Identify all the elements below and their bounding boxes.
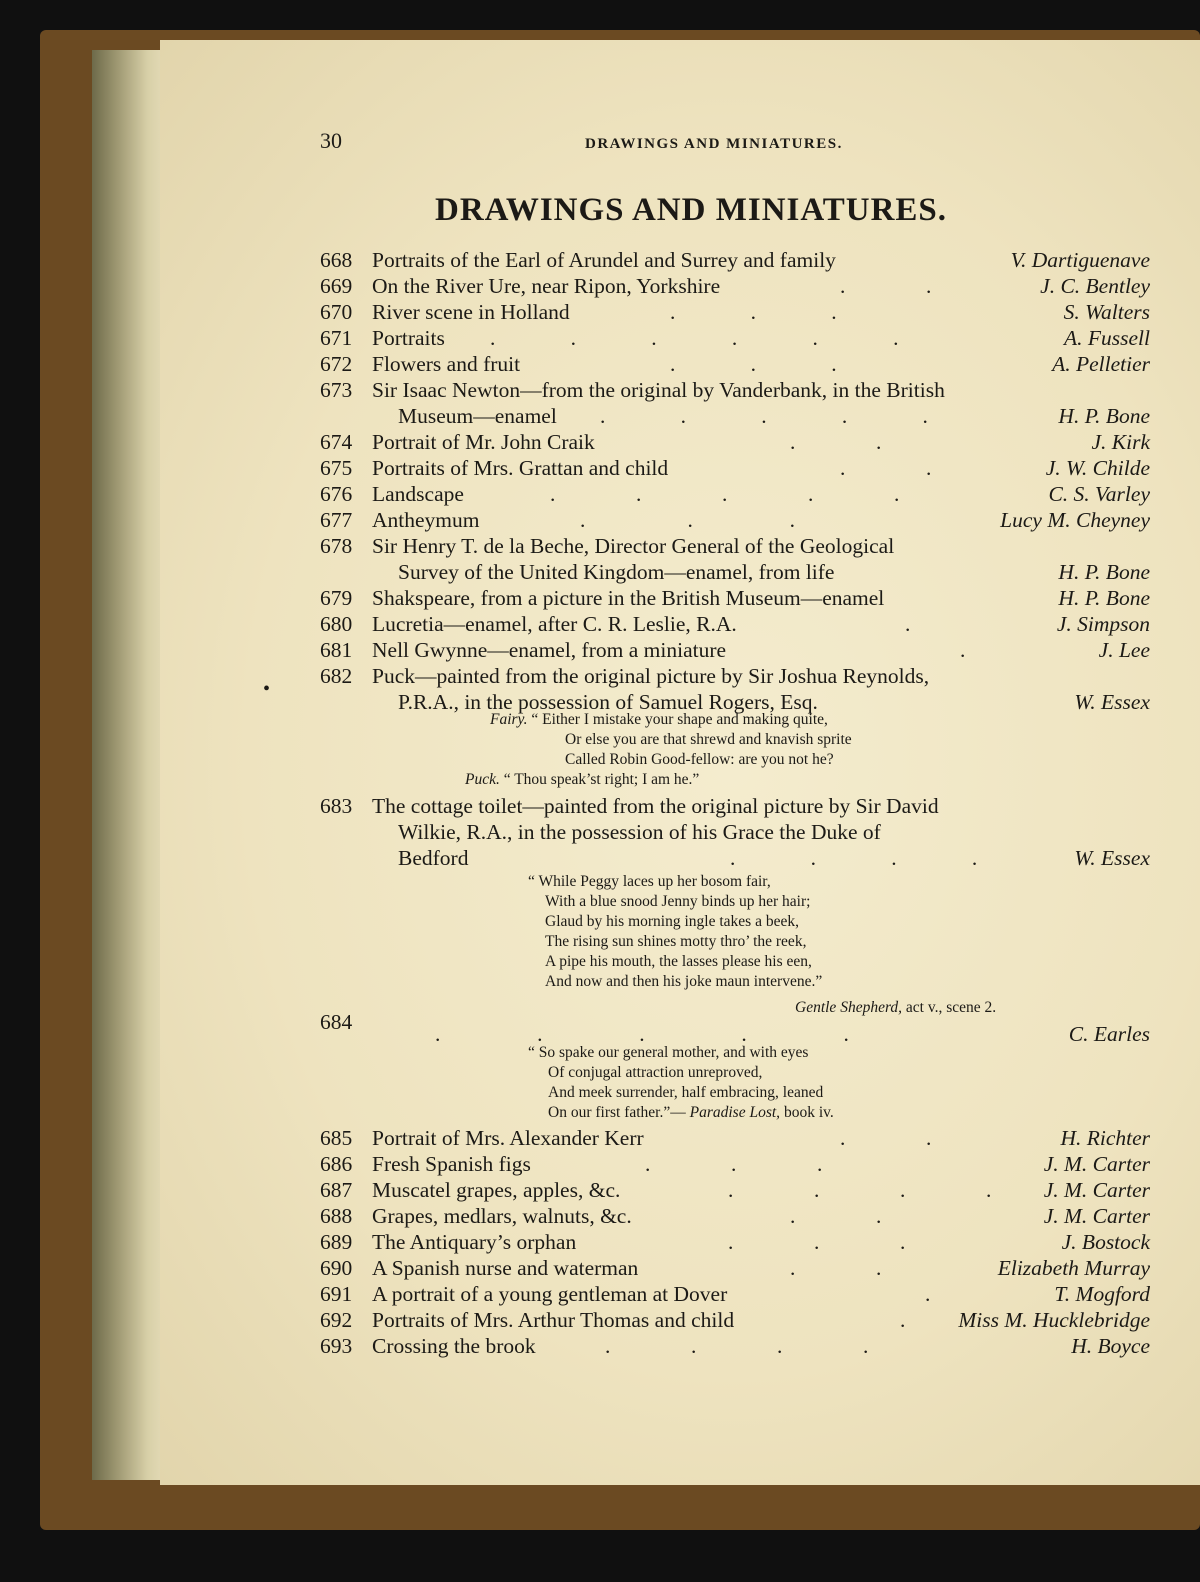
entry-683	[320, 792, 1150, 820]
entry-number: 691	[320, 1282, 353, 1306]
quote-line	[465, 770, 699, 790]
leader-dots: . . . . .	[435, 1022, 849, 1046]
quote-line: Glaud by his morning ingle takes a beek,	[545, 913, 799, 930]
entry-title: River scene in Holland	[372, 300, 570, 324]
entry-artist: J. C. Bentley	[1040, 274, 1150, 298]
leader-dots: . . . . .	[550, 482, 900, 506]
entry-artist: S. Walters	[1063, 300, 1150, 324]
entry-687	[320, 1176, 1150, 1204]
quote-speaker: Puck.	[465, 771, 500, 788]
entry-artist: H. Boyce	[1071, 1334, 1150, 1358]
entry-691	[320, 1280, 1150, 1308]
entry-artist: H. P. Bone	[1058, 586, 1150, 610]
leader-dots: .	[925, 1282, 931, 1306]
entry-title: Portrait of Mr. John Craik	[372, 430, 595, 454]
entry-number: 669	[320, 274, 353, 298]
entry-number: 689	[320, 1230, 353, 1254]
entry-number: 684	[320, 1010, 353, 1034]
entry-title: The Antiquary’s orphan	[372, 1230, 577, 1254]
entry-artist: W. Essex	[1074, 846, 1150, 870]
entry-artist: A. Pelletier	[1052, 352, 1150, 376]
entry-artist: C. Earles	[1068, 1022, 1150, 1046]
entry-685	[320, 1124, 1150, 1152]
entry-number: 688	[320, 1204, 353, 1228]
entry-number: 668	[320, 248, 353, 272]
entry-number: 674	[320, 430, 353, 454]
entry-title: A Spanish nurse and waterman	[372, 1256, 639, 1280]
leader-dots: .	[960, 638, 966, 662]
entry-673	[320, 376, 1150, 404]
entry-title: A portrait of a young gentleman at Dover	[372, 1282, 728, 1306]
leader-dots: . . . . .	[600, 404, 928, 428]
entry-number: 677	[320, 508, 353, 532]
leader-dots: . . . .	[730, 846, 978, 870]
quote-source-rest: act v., scene 2.	[905, 999, 997, 1016]
entry-669	[320, 272, 1150, 300]
entry-683-continued	[320, 818, 1150, 846]
entry-artist: J. W. Childe	[1045, 456, 1150, 480]
entry-artist: A. Fussell	[1064, 326, 1150, 350]
entry-artist: J. Bostock	[1061, 1230, 1150, 1254]
entry-671	[320, 324, 1150, 352]
entry-title: Flowers and fruit	[372, 352, 521, 376]
entry-675	[320, 454, 1150, 482]
entry-artist: W. Essex	[1074, 690, 1150, 714]
entry-artist: J. M. Carter	[1043, 1178, 1150, 1202]
leader-dots: .	[900, 1308, 906, 1332]
entry-title: Sir Isaac Newton—from the original by Vanderbank, in the British	[372, 378, 945, 402]
section-title: DRAWINGS AND MINIATURES.	[435, 192, 948, 228]
entry-672	[320, 350, 1150, 378]
entry-number: 672	[320, 352, 353, 376]
entry-artist: Miss M. Hucklebridge	[958, 1308, 1150, 1332]
entry-689	[320, 1228, 1150, 1256]
entry-title: Shakspeare, from a picture in the British Museum—enamel	[372, 586, 885, 610]
entry-artist: V. Dartiguenave	[1010, 248, 1150, 272]
quote-text: “ Either I mistake your shape and making quite,	[531, 711, 828, 728]
entry-number: 685	[320, 1126, 353, 1150]
quote-line: Of conjugal attraction unreproved,	[548, 1064, 763, 1081]
entry-number: 676	[320, 482, 353, 506]
entry-number: 679	[320, 586, 353, 610]
leader-dots: . .	[840, 1126, 932, 1150]
entry-title-cont: Survey of the United Kingdom—enamel, from life	[398, 560, 835, 584]
entry-678	[320, 532, 1150, 560]
entry-title-cont: P.R.A., in the possession of Samuel Rogers, Esq.	[398, 690, 818, 714]
entry-number: 678	[320, 534, 353, 558]
entry-673-continued	[320, 402, 1150, 430]
running-title: DRAWINGS AND MINIATURES.	[585, 136, 843, 152]
quote-line: And meek surrender, half embracing, leaned	[548, 1084, 824, 1101]
leader-dots: . . .	[670, 352, 837, 376]
entry-artist: J. M. Carter	[1043, 1152, 1150, 1176]
entry-artist: C. S. Varley	[1048, 482, 1150, 506]
leader-dots: . .	[790, 1204, 882, 1228]
entry-number: 680	[320, 612, 353, 636]
entry-title: Fresh Spanish figs	[372, 1152, 531, 1176]
entry-683-continued-2	[320, 844, 1150, 872]
leader-dots: . .	[790, 1256, 882, 1280]
quote-line: “ While Peggy laces up her bosom fair,	[528, 873, 771, 890]
leader-dots: . . .	[670, 300, 837, 324]
entry-number: 687	[320, 1178, 353, 1202]
entry-690	[320, 1254, 1150, 1282]
entry-677	[320, 506, 1150, 534]
quote-line: With a blue snood Jenny binds up her hair;	[545, 893, 811, 910]
entry-title-cont: Museum—enamel	[398, 404, 557, 428]
entry-title: Crossing the brook	[372, 1334, 536, 1358]
entry-676	[320, 480, 1150, 508]
entry-artist: J. Kirk	[1091, 430, 1150, 454]
entry-title: The cottage toilet—painted from the original picture by Sir David	[372, 794, 939, 818]
entry-670	[320, 298, 1150, 326]
quote-line: Or else you are that shrewd and knavish sprite	[565, 731, 852, 748]
quote-source-title: Paradise Lost,	[689, 1104, 781, 1121]
quote-line	[490, 710, 828, 730]
quote-line: A pipe his mouth, the lasses please his een,	[545, 953, 812, 970]
entry-692	[320, 1306, 1150, 1334]
entry-688	[320, 1202, 1150, 1230]
entry-title: Lucretia—enamel, after C. R. Leslie, R.A.	[372, 612, 737, 636]
entry-title: Sir Henry T. de la Beche, Director General of the Geological	[372, 534, 895, 558]
leader-dots: .	[905, 612, 911, 636]
entry-674	[320, 428, 1150, 456]
quote-line	[548, 1103, 834, 1123]
entry-number: 692	[320, 1308, 353, 1332]
entry-682	[320, 662, 1150, 690]
entry-title-cont: Bedford	[398, 846, 469, 870]
entry-number: 683	[320, 794, 353, 818]
entry-number: 682	[320, 664, 353, 688]
entry-668	[320, 246, 1150, 274]
entry-title: Grapes, medlars, walnuts, &c.	[372, 1204, 632, 1228]
entry-title: Antheymum	[372, 508, 480, 532]
entry-artist: H. Richter	[1060, 1126, 1150, 1150]
entry-artist: J. Lee	[1098, 638, 1150, 662]
quote-text: “ Thou speak’st right; I am he.”	[503, 771, 700, 788]
entry-number: 686	[320, 1152, 353, 1176]
entry-title: Portraits of Mrs. Arthur Thomas and child	[372, 1308, 735, 1332]
entry-number: 693	[320, 1334, 353, 1358]
leader-dots: . . . .	[605, 1334, 869, 1358]
entry-title-cont: Wilkie, R.A., in the possession of his Grace the Duke of	[398, 820, 881, 844]
entry-title: Puck—painted from the original picture by Sir Joshua Reynolds,	[372, 664, 930, 688]
quote-line: The rising sun shines motty thro’ the reek,	[545, 933, 807, 950]
quote-line: And now and then his joke maun intervene.”	[545, 973, 823, 990]
book-page	[160, 40, 1200, 1485]
leader-dots: . . .	[580, 508, 795, 532]
leader-dots: . . .	[728, 1230, 906, 1254]
entry-number: 675	[320, 456, 353, 480]
leader-dots: . . . . . .	[490, 326, 899, 350]
leader-dots: . . .	[645, 1152, 823, 1176]
entry-artist: J. M. Carter	[1043, 1204, 1150, 1228]
entry-artist: Elizabeth Murray	[997, 1256, 1150, 1280]
stray-mark: •	[263, 678, 271, 700]
entry-title: Muscatel grapes, apples, &c.	[372, 1178, 621, 1202]
entry-678-continued	[320, 558, 1150, 586]
leader-dots: . .	[790, 430, 882, 454]
entry-artist: J. Simpson	[1056, 612, 1150, 636]
quote-line: Called Robin Good-fellow: are you not he?	[565, 751, 834, 768]
entry-artist: H. P. Bone	[1058, 560, 1150, 584]
entry-679	[320, 584, 1150, 612]
entry-title: Portraits	[372, 326, 445, 350]
entry-681	[320, 636, 1150, 664]
entry-number: 670	[320, 300, 353, 324]
entry-title: On the River Ure, near Ripon, Yorkshire	[372, 274, 721, 298]
quote-speaker: Fairy.	[490, 711, 528, 728]
entry-680	[320, 610, 1150, 638]
entry-artist: Lucy M. Cheyney	[1000, 508, 1150, 532]
leader-dots: . . . .	[728, 1178, 992, 1202]
entry-number: 681	[320, 638, 353, 662]
entry-title: Landscape	[372, 482, 464, 506]
quote-source-rest: book iv.	[783, 1104, 834, 1121]
quote-source-title: Gentle Shepherd,	[795, 999, 903, 1016]
entry-686	[320, 1150, 1150, 1178]
quote-text: On our first father.”—	[548, 1104, 686, 1121]
entry-number: 690	[320, 1256, 353, 1280]
entry-title: Portrait of Mrs. Alexander Kerr	[372, 1126, 644, 1150]
entry-title: Nell Gwynne—enamel, from a miniature	[372, 638, 727, 662]
entry-number: 673	[320, 378, 353, 402]
entry-artist: T. Mogford	[1054, 1282, 1150, 1306]
quote-line: “ So spake our general mother, and with eyes	[528, 1044, 809, 1061]
leader-dots: . .	[840, 274, 932, 298]
leader-dots: . .	[840, 456, 932, 480]
entry-title: Portraits of Mrs. Grattan and child	[372, 456, 669, 480]
page-number: 30	[320, 128, 342, 153]
entry-693	[320, 1332, 1150, 1360]
entry-title: Portraits of the Earl of Arundel and Surrey and family	[372, 248, 836, 272]
entry-artist: H. P. Bone	[1058, 404, 1150, 428]
entry-number: 671	[320, 326, 353, 350]
